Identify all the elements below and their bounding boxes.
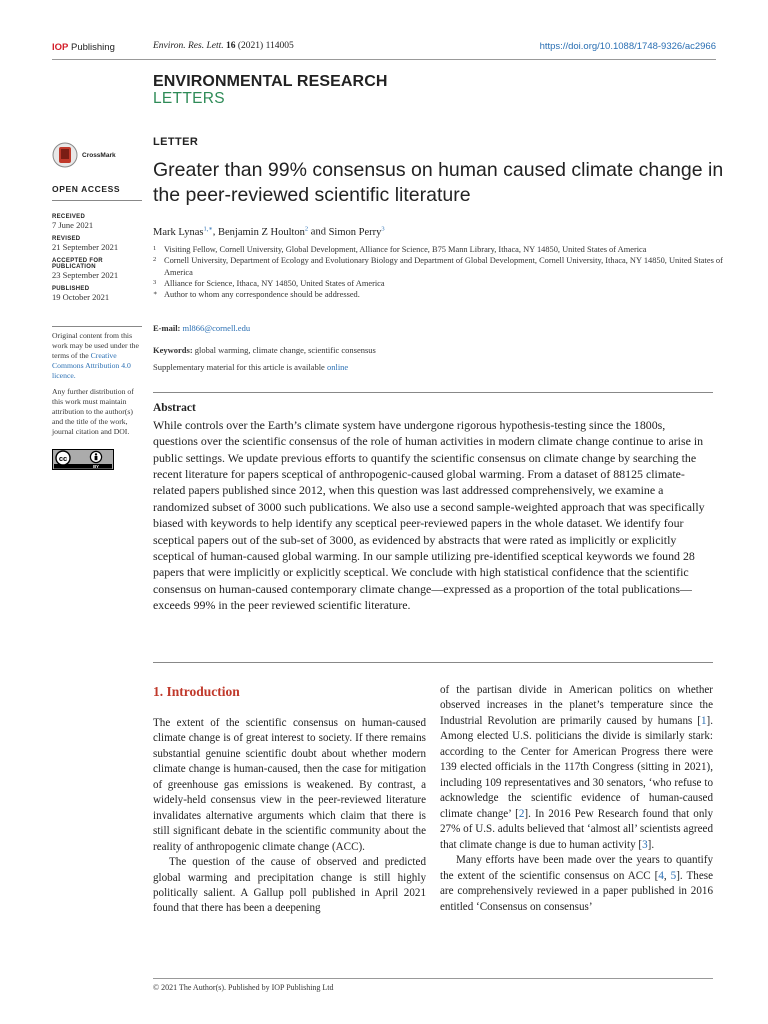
text-run: ]. Among elected U.S. politicians the divide is similarly stark: according to the Center for American Progress there were 139 elected officials in the 117th Congress (sitting in 2021), including 109 representatives and 30 senators, ‘who refuse to acknowledge the scientific evidence of human-caused climate change’ [ [440,714,713,820]
section-heading: 1. Introduction [153,684,240,699]
citation-link[interactable]: 5 [670,869,677,882]
crossmark-icon [52,142,78,168]
citation-link[interactable]: 4 [658,869,664,882]
article-title: Greater than 99% consensus on human caused climate change in the peer-reviewed scientific literature [153,159,724,206]
svg-text:cc: cc [58,453,68,463]
author-3[interactable] [329,227,385,238]
text-run: ]. These are comprehensively reviewed in a paper published in 2016 entitled ‘Consensus on consensus’ [440,869,714,913]
crossmark-label: CrossMark [82,151,116,159]
author-1[interactable] [153,227,213,238]
citation-link[interactable]: 2 [518,807,525,820]
body-column-right [440,683,713,915]
text-run: ]. In 2016 Pew Research found that only 27% of U.S. adults believed that ‘almost all’ scientists agreed that climate change is due to human activity [ [440,807,714,851]
citation-link[interactable]: 3 [642,838,648,851]
cc-by-label: BY [93,464,99,469]
affiliation-number: ∗ [153,290,158,298]
crossmark-button[interactable] [52,142,142,168]
volume: 16 [226,41,236,51]
abstract-heading: Abstract [153,402,196,414]
text-run: ]. [647,838,655,851]
date-value: 21 September 2021 [52,242,119,252]
supplementary-link[interactable]: online [326,362,349,372]
abstract-divider-bottom [153,662,713,663]
footer-divider [153,978,713,979]
affiliation-2 [153,255,723,278]
author-2[interactable] [218,227,308,238]
citation-link[interactable]: 1 [700,714,707,727]
affiliation-number: 3 [153,279,157,287]
cc-by-license-icon[interactable] [52,449,114,470]
paragraph: The extent of the scientific consensus on human-caused climate change is of great interest to society. If there remains substantial genuine scientific doubt about whether modern climate change is human-caused, then the case for mitigation of greenhouse gas emissions is weakened. By contrast, a widely-held consensus view in the peer-reviewed literature invalidates alternative arguments which claim that there is still significant debate in the scientific community about the reality of anthropogenic climate change (ACC). [153,716,426,853]
affiliation-1 [153,244,723,255]
affiliation-3 [153,278,723,289]
text-run: Many efforts have been made over the years to quantify the extent of the scientific consensus on ACC [ [440,854,713,882]
affiliation-number: 1 [153,245,157,252]
publication-dates [52,214,142,308]
abstract-text: While controls over the Earth’s climate system have undergone rigorous hypothesis-testing since the 1800s, questions over the scientific consensus of the role of human activities in modern climate change continue to arise in public settings. We update previous efforts to quantify the scientific consensus on climate change by searching the recent literature for papers sceptical of anthropogenic-caused global warming. From a dataset of 88125 climate-related papers published since 2012, when this question was last addressed comprehensively, we examine a randomized subset of 3000 such publications. We also use a second sample-weighted approach that was specifically biased with keywords to help identify any sceptical peer-reviewed papers in the whole dataset. We identify four sceptical papers out of the sub-set of 3000, as evidenced by abstracts that were rated as implicitly or explicitly sceptical of human-caused global warming. In our sample utilizing pre-identified sceptical keywords we found 28 papers that were implicitly or explicitly sceptical. We conclude with high statistical confidence that the scientific consensus on human-caused contemporary climate change—expressed as a proportion of the total publications—exceeds 99% in the peer reviewed scientific literature. [153,418,705,612]
publisher-word: Publishing [71,42,115,53]
paragraph: The question of the cause of observed and predicted global warming and precipitation change is still highly politically salient. A Gallup poll published in April 2021 found that there has been a deepening [153,856,426,915]
date-value: 7 June 2021 [52,220,94,230]
supplementary-line [153,362,348,372]
affiliations [153,244,723,301]
license-link[interactable]: Creative Commons Attribution 4.0 licence. [52,351,131,380]
date-received [52,214,142,230]
date-accepted [52,258,142,280]
date-label: PUBLISHED [52,286,90,292]
paragraph [440,683,713,853]
copyright-footer: © 2021 The Author(s). Published by IOP Publishing Ltd [153,983,334,992]
email-line [153,323,250,333]
date-value: 19 October 2021 [52,292,110,302]
abstract-divider-top [153,392,713,393]
iop-mark: IOP [52,42,69,53]
text-run: of the partisan divide in American politics on whether observed increases in the planet’s temperature since the Industrial Revolution are primarily caused by humans [ [440,684,713,727]
keywords-label: Keywords: [153,345,193,355]
header-divider [52,59,716,60]
affiliation-number: 2 [153,256,157,264]
affiliation-text: Cornell University, Department of Ecology and Evolutionary Biology and Department of Global Development, Cornell University, Ithaca, NY 14850, United States of America [164,256,723,277]
author-affil-ref: 3 [381,225,385,232]
article-type: LETTER [153,136,199,148]
date-label: RECEIVED [52,214,86,220]
journal-name-line1: ENVIRONMENTAL RESEARCH [153,73,388,90]
open-access-label: OPEN ACCESS [52,184,142,201]
body-column-left [153,683,426,917]
journal-abbrev: Environ. Res. Lett. [153,41,224,51]
journal-citation [153,41,294,51]
text-run: , [663,869,671,882]
date-published [52,286,142,302]
email-label: E-mail: [153,323,181,333]
author-affil-ref: 2 [304,225,309,232]
author-name: Simon Perry [328,226,382,238]
license-paragraph-1 [52,331,142,381]
affiliation-text: Alliance for Science, Ithaca, NY 14850, United States of America [164,279,385,289]
corresponding-note [153,289,723,300]
author-separator: , [212,226,218,238]
year-article: (2021) 114005 [237,41,294,51]
date-revised [52,236,142,252]
license-notice [52,326,142,443]
date-value: 23 September 2021 [52,270,119,280]
license-text-1: Original content from this work may be used under the terms of the [52,331,139,360]
journal-name-line2: LETTERS [153,89,225,107]
doi-link[interactable]: https://doi.org/10.1088/1748-9326/ac2966 [539,41,716,52]
keywords-text: global warming, climate change, scientific consensus [194,345,376,355]
affiliation-text: Author to whom any correspondence should be addressed. [164,290,360,300]
author-list [153,224,713,238]
author-name: Benjamin Z Houlton [218,226,305,238]
date-label: ACCEPTED FOR PUBLICATION [52,258,103,270]
author-affil-ref: 1,∗ [203,225,213,232]
author-separator: and [308,226,329,238]
date-label: REVISED [52,236,81,242]
email-link[interactable]: ml866@cornell.edu [182,323,251,333]
paragraph [440,853,713,915]
keywords-line [153,345,376,355]
affiliation-text: Visiting Fellow, Cornell University, Global Development, Alliance for Science, B75 Mann Library, Ithaca, NY 14850, United States of America [164,245,647,254]
license-paragraph-2: Any further distribution of this work must maintain attribution to the author(s) and the title of the work, journal citation and DOI. [52,387,134,436]
supplementary-text: Supplementary material for this article is available [153,362,327,372]
journal-masthead [153,74,388,107]
publisher-logo [52,42,115,53]
author-name: Mark Lynas [153,226,204,238]
open-access-block [52,184,142,201]
